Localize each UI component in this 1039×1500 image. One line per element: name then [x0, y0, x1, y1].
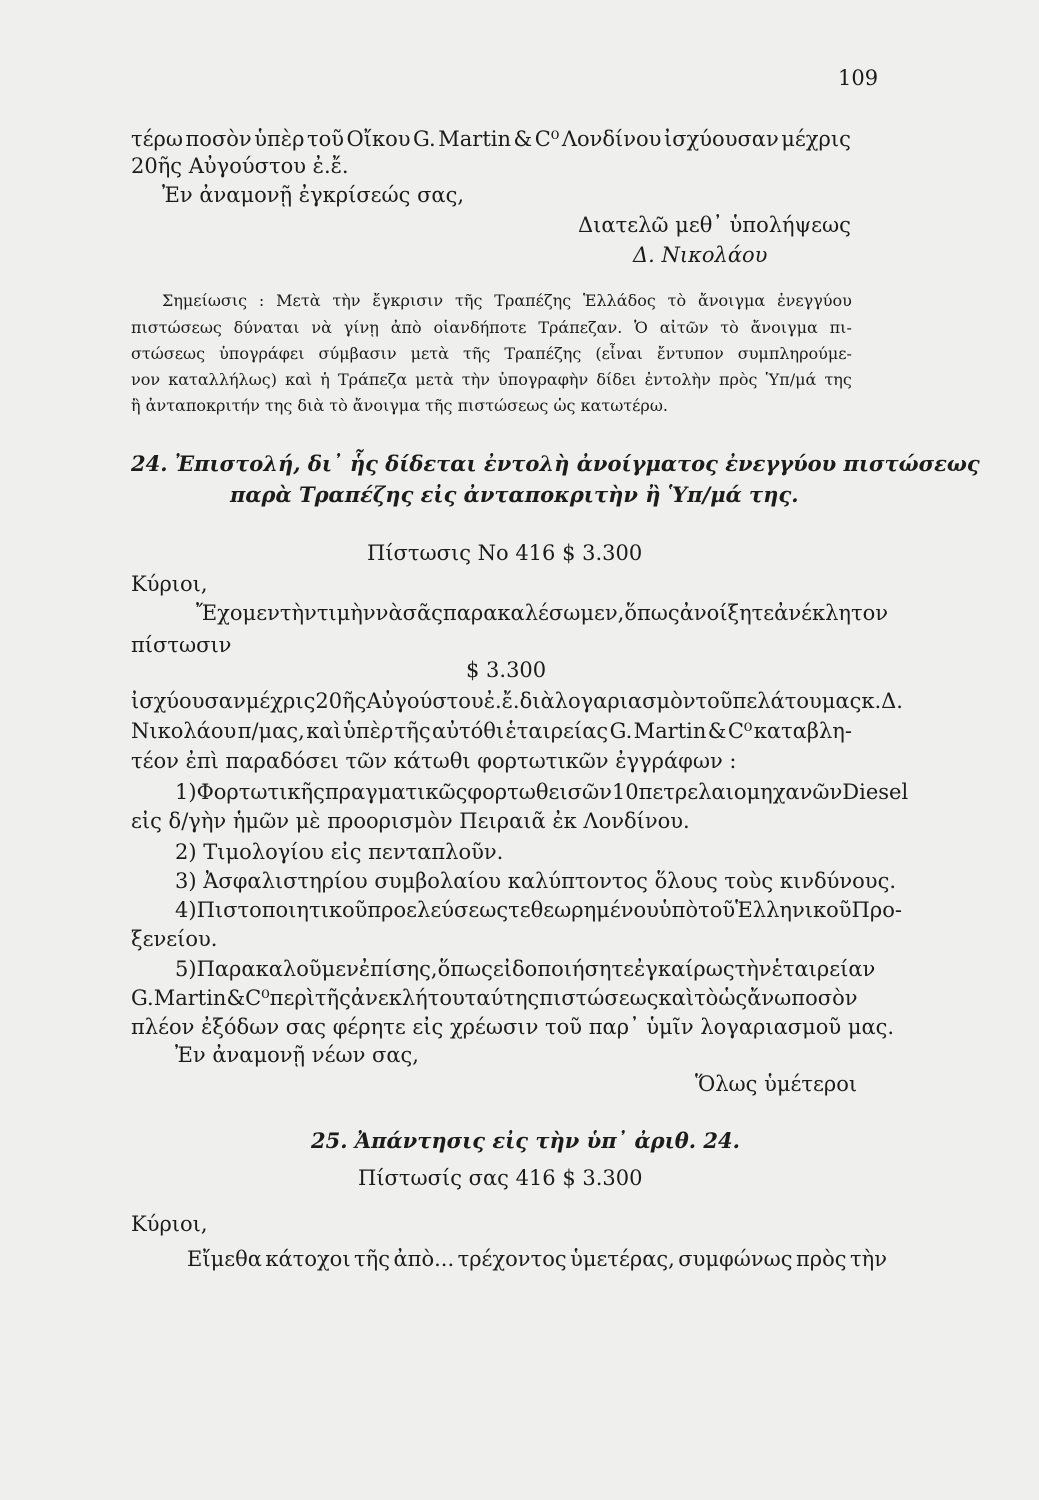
credit-reference: Πίστωσίς σας 416 $ 3.300: [358, 1166, 643, 1190]
credit-reference: Πίστωσις Νο 416 $ 3.300: [367, 541, 643, 565]
body-line: πίστωσιν: [131, 633, 232, 657]
salutation: Κύριοι,: [131, 572, 208, 596]
section-heading: παρὰ Τραπέζης εἰς ἀνταποκριτὴν ἢ Ὑπ/μά της.: [230, 482, 799, 507]
salutation: Κύριοι,: [131, 1212, 208, 1236]
text-line: τέρω ποσὸν ὑπὲρ τοῦ Οἴκου G. Martin & C⁰ Λονδίνου ἰσχύουσαν μέχρις: [131, 127, 851, 151]
list-item: 2) Τιμολογίου εἰς πενταπλοῦν.: [175, 840, 504, 864]
note-line: ἢ ἀνταποκριτήν της διὰ τὸ ἄνοιγμα τῆς πιστώσεως ὡς κατωτέρω.: [131, 396, 668, 415]
list-item: 5) Παρακαλοῦμεν ἐπίσης, ὅπως εἰδοποιήσητε ἐγκαίρως τὴν ἑταιρείαν: [175, 957, 876, 981]
body-line: Ἔχομεν τὴν τιμὴν νὰ σᾶς παρακαλέσωμεν, ὅπως ἀνοίξητε ἀνέκλητον: [196, 601, 889, 625]
list-item: ξενείου.: [131, 927, 218, 951]
body-line: Εἴμεθα κάτοχοι τῆς ἀπὸ... τρέχοντος ὑμετέρας, συμφώνως πρὸς τὴν: [187, 1247, 887, 1271]
closing-line: Ἐν ἀναμονῇ νέων σας,: [175, 1043, 419, 1067]
body-line: Νικολάου π/μας, καὶ ὑπὲρ τῆς αὐτόθι ἑταιρείας G. Martin & C⁰ καταβλη-: [131, 719, 852, 743]
list-item: 1) Φορτωτικῆς πραγματικῶς φορτωθεισῶν 10 πετρελαιομηχανῶν Diesel: [175, 780, 909, 804]
list-item: G. Martin & C⁰ περὶ τῆς ἀνεκλήτου ταύτης πιστώσεως καὶ τὸ ὡς ἄνω ποσὸν: [131, 986, 858, 1010]
note-line: νον καταλλήλως) καὶ ἡ Τράπεζα μετὰ τὴν ὑπογραφὴν δίδει ἐντολὴν πρὸς Ὑπ/μά της: [131, 370, 852, 389]
note-line: πιστώσεως δύναται νὰ γίνῃ ἀπὸ οἱανδήποτε Τράπεζαν. Ὁ αἰτῶν τὸ ἄνοιγμα πι-: [131, 318, 852, 337]
sign-off: Διατελῶ μεθ᾿ ὑπολήψεως: [578, 213, 851, 237]
note-line: στώσεως ὑπογράφει σύμβασιν μετὰ τῆς Τραπέζης (εἶναι ἔντυπον συμπληρούμε-: [131, 344, 852, 363]
list-item: 4) Πιστοποιητικοῦ προελεύσεως τεθεωρημένου ὑπὸ τοῦ Ἑλληνικοῦ Προ-: [175, 898, 902, 922]
amount: $ 3.300: [466, 658, 547, 682]
body-line: ἰσχύουσαν μέχρις 20ῆς Αὐγούστου ἐ.ἔ. διὰ λογαριασμὸν τοῦ πελάτου μας κ. Δ.: [131, 689, 903, 713]
section-heading: 25. Ἀπάντησις εἰς τὴν ὑπ᾿ ἀριθ. 24.: [311, 1128, 740, 1153]
list-item: πλέον ἐξόδων σας φέρητε εἰς χρέωσιν τοῦ παρ᾿ ὑμῖν λογαριασμοῦ μας.: [131, 1015, 895, 1039]
page-number: 109: [838, 66, 879, 90]
closing-line: Ἐν ἀναμονῇ ἐγκρίσεώς σας,: [162, 183, 465, 207]
list-item: εἰς δ/γὴν ἡμῶν μὲ προορισμὸν Πειραιᾶ ἐκ Λονδίνου.: [131, 809, 690, 833]
section-heading: 24. Ἐπιστολή, δι᾿ ἧς δίδεται ἐντολὴ ἀνοίγματος ἐνεγγύου πιστώσεως: [131, 451, 980, 476]
sign-off: Ὅλως ὑμέτεροι: [695, 1072, 858, 1096]
list-item: 3) Ἀσφαλιστηρίου συμβολαίου καλύπτοντος ὅλους τοὺς κινδύνους.: [175, 869, 897, 893]
text-line: 20ῆς Αὐγούστου ἐ.ἔ.: [131, 154, 349, 178]
body-line: τέον ἐπὶ παραδόσει τῶν κάτωθι φορτωτικῶν ἐγγράφων :: [131, 749, 737, 773]
note-line: Σημείωσις : Μετὰ τὴν ἔγκρισιν τῆς Τραπέζης Ἑλλάδος τὸ ἄνοιγμα ἐνεγγύου: [162, 291, 852, 310]
signature: Δ. Νικολάου: [633, 243, 768, 267]
